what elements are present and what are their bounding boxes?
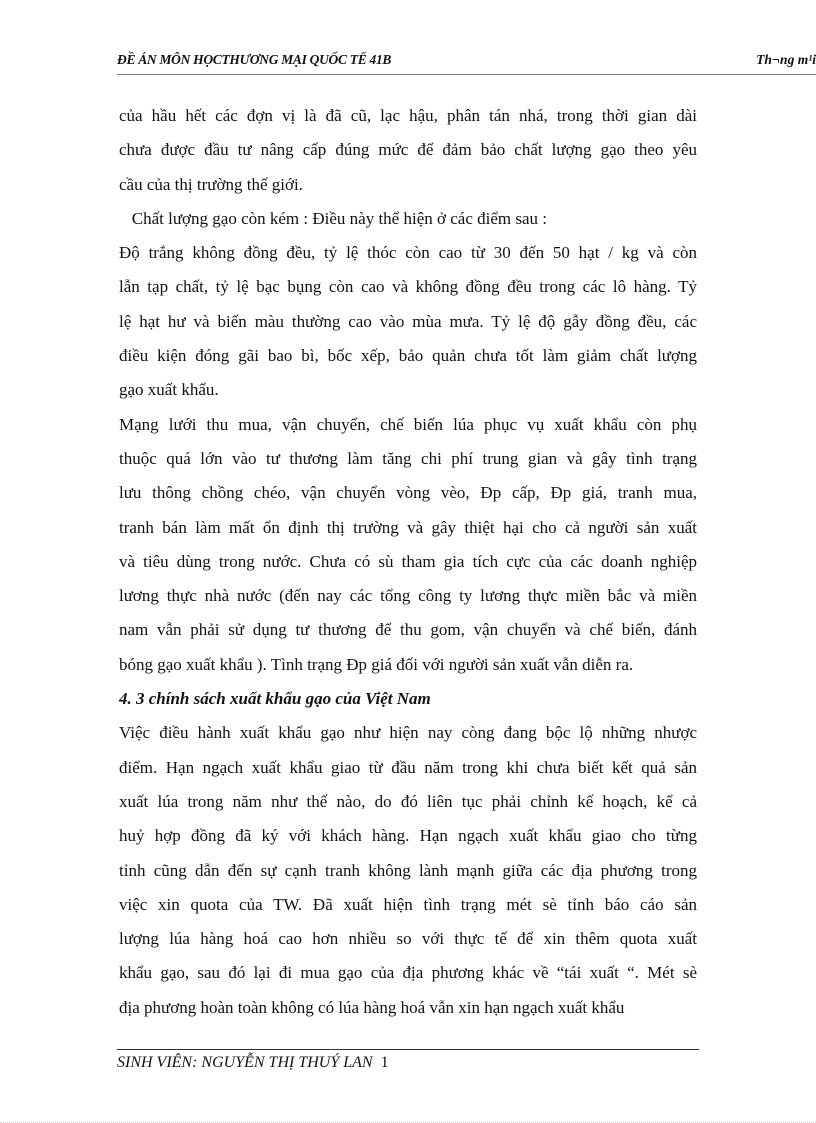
- text-line: tranh bán làm mất ổn định thị trường và gây thiệt hại cho cả người sản xuất: [119, 517, 697, 537]
- text-line: gạo xuất khẩu.: [119, 380, 219, 400]
- page-number: 1: [380, 1054, 389, 1071]
- text-line: Việc điều hành xuất khẩu gạo như hiện nay còng đang bộc lộ những nhược: [119, 723, 697, 743]
- section-heading: 4. 3 chính sách xuất khẩu gạo của Việt Nam: [119, 689, 431, 709]
- section-paragraph: [119, 716, 697, 1025]
- paragraph-4: [119, 408, 697, 682]
- text-line: huỷ hợp đồng đã ký với khách hàng. Hạn ngạch xuất khẩu giao cho từng: [119, 826, 697, 846]
- text-line: lệ hạt hư và biến màu thường cao vào mùa mưa. Tỷ lệ độ gẫy đồng đều, các: [119, 311, 697, 331]
- text-line: Độ trắng không đồng đều, tỷ lệ thóc còn cao từ 30 đến 50 hạt / kg và còn: [119, 243, 697, 263]
- header-right-label: Th¬ng m¹i: [756, 52, 816, 67]
- text-line: lượng lúa hàng hoá cao hơn nhiều so với thực tế để xin thêm quota xuất: [119, 929, 697, 949]
- paragraph-1: [119, 99, 697, 202]
- text-line: cầu của thị trường thế giới.: [119, 174, 303, 194]
- text-line: địa phương hoàn toàn không có lúa hàng hoá vẫn xin hạn ngạch xuất khẩu: [119, 997, 625, 1017]
- text-line: và tiêu dùng trong nước. Chưa có sù tham gia tích cực của các doanh nghiệp: [119, 551, 697, 571]
- footer-author: SINH VIÊN: NGUYỄN THỊ THUÝ LAN: [117, 1054, 373, 1071]
- text-line: xuất lúa trong năm như thế nào, do đó liên tục phải chỉnh kế hoạch, kể cả: [119, 791, 697, 811]
- text-line: Mạng lưới thu mua, vận chuyển, chế biến lúa phục vụ xuất khẩu còn phụ: [119, 414, 697, 434]
- paragraph-2: [119, 202, 697, 236]
- text-line: của hầu hết các đợn vị là đã cũ, lạc hậu, phân tán nhá, trong thời gian dài: [119, 106, 697, 125]
- text-line: khẩu gạo, sau đó lại đi mua gạo của địa phương khác về “tái xuất “. Mét sè: [119, 963, 697, 983]
- page-footer: [117, 1054, 389, 1072]
- document-body: [119, 99, 697, 1025]
- header-title: ĐỀ ÁN MÔN HỌCTHƯƠNG MẠI QUỐC TẾ 41B: [117, 52, 392, 67]
- footer-divider: [117, 1049, 699, 1050]
- text-line: tỉnh cũng dẫn đến sự cạnh tranh không lành mạnh giữa các địa phương trong: [119, 860, 697, 880]
- text-line: thuộc quá lớn vào tư thương làm tăng chi phí trung gian và gây tình trạng: [119, 448, 697, 468]
- text-line: chưa được đầu tư nâng cấp đúng mức để đảm bảo chất lượng gạo theo yêu: [119, 140, 697, 160]
- text-line: điều kiện đóng gãi bao bì, bốc xếp, bảo quản chưa tốt làm giảm chất lượng: [119, 346, 697, 366]
- header-divider: [117, 74, 816, 75]
- text-line: nam vẫn phải sử dụng tư thương để thu gom, vận chuyển và chế biến, đánh: [119, 620, 697, 640]
- text-line: lương thực nhà nước (đến nay các tổng công ty lương thực miền bắc và miền: [119, 586, 697, 606]
- text-line: Chất lượng gạo còn kém : Điều này thể hiện ở các điểm sau :: [119, 208, 547, 228]
- text-line: việc xin quota của TW. Đã xuất hiện tình trạng mét sè tỉnh báo cáo sản: [119, 894, 697, 914]
- paragraph-3: [119, 236, 697, 407]
- text-line: lưu thông chồng chéo, vận chuyển vòng vèo, Đp cấp, Đp giá, tranh mua,: [119, 483, 697, 503]
- text-line: lẫn tạp chất, tỷ lệ bạc bụng còn cao và không đồng đều trong các lô hàng. Tỷ: [119, 277, 697, 297]
- text-line: điểm. Hạn ngạch xuất khẩu giao từ đầu năm trong khi chưa biết kết quả sản: [119, 757, 697, 777]
- text-line: bóng gạo xuất khẩu ). Tình trạng Đp giá đối với người sản xuất vẫn diễn ra.: [119, 654, 634, 674]
